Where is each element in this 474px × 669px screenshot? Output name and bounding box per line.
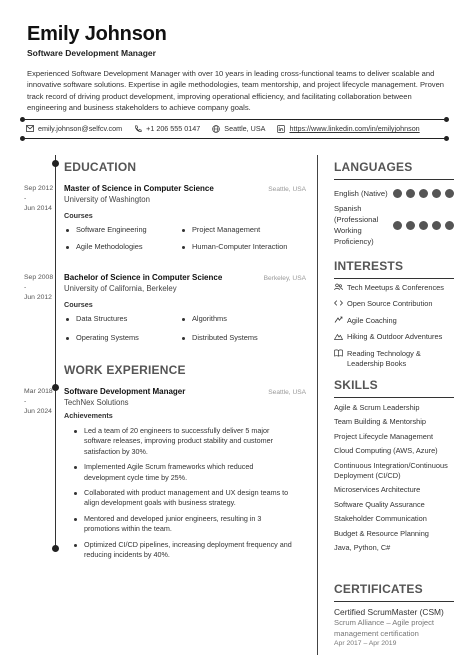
divider-dot (444, 117, 449, 122)
phone-text: +1 206 555 0147 (146, 124, 201, 133)
contact-linkedin[interactable] (277, 124, 419, 133)
course-list (64, 225, 306, 252)
experience-entry (24, 387, 306, 565)
date-separator: - (24, 284, 27, 291)
date-start: Sep 2012 (24, 185, 54, 192)
interest-label: Tech Meetups & Conferences (347, 283, 444, 292)
interest-item (334, 349, 454, 370)
candidate-title: Software Development Manager (27, 48, 156, 58)
achievement-item: Implemented Agile Scrum frameworks which reduced development cycle time by 25%. (64, 462, 296, 483)
resume-header (27, 22, 447, 114)
course-item: Algorithms (180, 314, 296, 324)
certificate-name: Certified ScrumMaster (CSM) (334, 607, 444, 617)
date-start: Sep 2008 (24, 274, 54, 281)
envelope-icon (26, 125, 34, 133)
interest-label: Reading Technology & Leadership Books (347, 348, 421, 369)
course-item: Software Engineering (64, 225, 180, 235)
contact-phone[interactable] (134, 124, 200, 133)
interest-item (334, 316, 454, 328)
date-end: Jun 2014 (24, 205, 52, 212)
interest-item (334, 332, 454, 344)
languages-section (334, 160, 454, 247)
contact-divider-top (22, 119, 447, 120)
skill-item: Project Lifecycle Management (334, 431, 434, 441)
skill-item: Budget & Resource Planning (334, 528, 429, 538)
skill-item: Team Building & Mentorship (334, 417, 427, 427)
certificate-org: Scrum Alliance – Agile project management certification (334, 618, 435, 638)
timeline-dot (52, 545, 59, 552)
skills-heading: SKILLS (334, 378, 378, 392)
candidate-name: Emily Johnson (27, 23, 167, 45)
company-name: TechNex Solutions (64, 398, 129, 407)
achievements-label: Achievements (64, 411, 113, 420)
column-divider (317, 155, 318, 655)
skill-item: Cloud Computing (AWS, Azure) (334, 446, 438, 456)
course-item: Human-Computer Interaction (180, 242, 296, 252)
courses-label: Courses (64, 211, 93, 220)
globe-icon (212, 125, 220, 133)
interests-section (334, 259, 454, 373)
achievement-item: Mentored and developed junior engineers, resulting in 3 promotions within the team. (64, 514, 296, 535)
language-name: Spanish (Professional Working Proficiency) (334, 204, 379, 246)
skill-item: Software Quality Assurance (334, 499, 425, 509)
course-item: Operating Systems (64, 333, 180, 343)
contact-divider-bottom (22, 138, 447, 139)
summary-text: Experienced Software Development Manager with over 10 years in leading cross-functional teams to deliver scalable and innovative software solutions. Expertise in agile methodologies, team mentorship, and project lifecycle management. Proven track record of driving product development, improving operational efficiency, and facilitating collaboration between engineering and business stakeholders to achieve company goals. (27, 69, 445, 113)
people-icon (334, 283, 343, 295)
education-heading: EDUCATION (64, 160, 137, 174)
skill-item: Microservices Architecture (334, 485, 421, 495)
contact-location (212, 124, 265, 133)
divider-dot (444, 136, 449, 141)
certificates-section (334, 582, 454, 647)
divider-dot (20, 136, 25, 141)
entry-location: Seattle, USA (268, 389, 306, 396)
interest-item (334, 299, 454, 311)
entry-date (24, 273, 60, 303)
interest-label: Hiking & Outdoor Adventures (347, 332, 443, 342)
achievement-item: Optimized CI/CD pipelines, increasing deployment frequency and reducing incidents by 40%. (64, 540, 296, 561)
section-rule (334, 179, 454, 180)
skill-item: Stakeholder Communication (334, 514, 427, 524)
skill-item: Java, Python, C# (334, 543, 391, 553)
course-item: Data Structures (64, 314, 180, 324)
achievement-list (64, 426, 296, 560)
language-item (334, 188, 454, 199)
timeline-dot (52, 160, 59, 167)
education-entry (24, 273, 306, 343)
interest-label: Open Source Contribution (347, 299, 433, 309)
skill-item: Continuous Integration/Continuous Deployment (CI/CD) (334, 460, 448, 481)
language-name: English (Native) (334, 189, 388, 198)
linkedin-icon (277, 125, 285, 133)
language-level-dots (393, 189, 454, 198)
divider-dot (20, 117, 25, 122)
degree-title: Master of Science in Computer Science (64, 184, 214, 193)
interest-item (334, 283, 454, 295)
certificate-date: Apr 2017 – Apr 2019 (334, 640, 397, 648)
code-icon (334, 299, 343, 311)
education-entry (24, 184, 306, 252)
contact-bar (22, 119, 447, 137)
section-rule (334, 397, 454, 398)
phone-icon (134, 125, 142, 133)
timeline-line (55, 155, 56, 551)
date-end: Jun 2012 (24, 294, 52, 301)
interest-label: Agile Coaching (347, 315, 397, 325)
entry-date (24, 184, 60, 214)
linkedin-link[interactable]: https://www.linkedin.com/in/emilyjohnson (289, 124, 420, 133)
entry-location: Berkeley, USA (263, 275, 306, 282)
contact-email[interactable] (26, 124, 122, 133)
course-list (64, 314, 306, 343)
hiking-icon (334, 332, 343, 344)
date-end: Jun 2024 (24, 408, 52, 415)
job-title: Software Development Manager (64, 387, 186, 396)
interests-heading: INTERESTS (334, 259, 404, 273)
skills-section (334, 378, 454, 557)
section-rule (334, 601, 454, 602)
entry-location: Seattle, USA (268, 186, 306, 193)
agile-icon (334, 316, 343, 328)
email-text: emily.johnson@selfcv.com (38, 124, 123, 133)
date-separator: - (24, 195, 27, 202)
book-icon (334, 349, 343, 361)
location-text: Seattle, USA (224, 124, 266, 133)
date-separator: - (24, 398, 27, 405)
section-rule (334, 278, 454, 279)
certificates-heading: CERTIFICATES (334, 582, 423, 596)
language-level-dots (393, 221, 454, 230)
languages-heading: LANGUAGES (334, 160, 413, 174)
course-item: Distributed Systems (180, 333, 296, 343)
course-item: Agile Methodologies (64, 242, 180, 252)
achievement-item: Collaborated with product management and UX design teams to align development goals with business strategy. (64, 488, 296, 509)
institution-name: University of Washington (64, 195, 150, 204)
courses-label: Courses (64, 300, 93, 309)
institution-name: University of California, Berkeley (64, 284, 177, 293)
experience-heading: WORK EXPERIENCE (64, 363, 186, 377)
date-start: Mar 2018 (24, 388, 53, 395)
course-item: Project Management (180, 225, 296, 235)
degree-title: Bachelor of Science in Computer Science (64, 273, 223, 282)
entry-date (24, 387, 60, 417)
certificate-item (334, 607, 454, 647)
achievement-item: Led a team of 20 engineers to successfully deliver 5 major software releases, improving product stability and customer satisfaction by 30%. (64, 426, 296, 457)
skill-item: Agile & Scrum Leadership (334, 403, 420, 412)
language-item (334, 203, 454, 247)
